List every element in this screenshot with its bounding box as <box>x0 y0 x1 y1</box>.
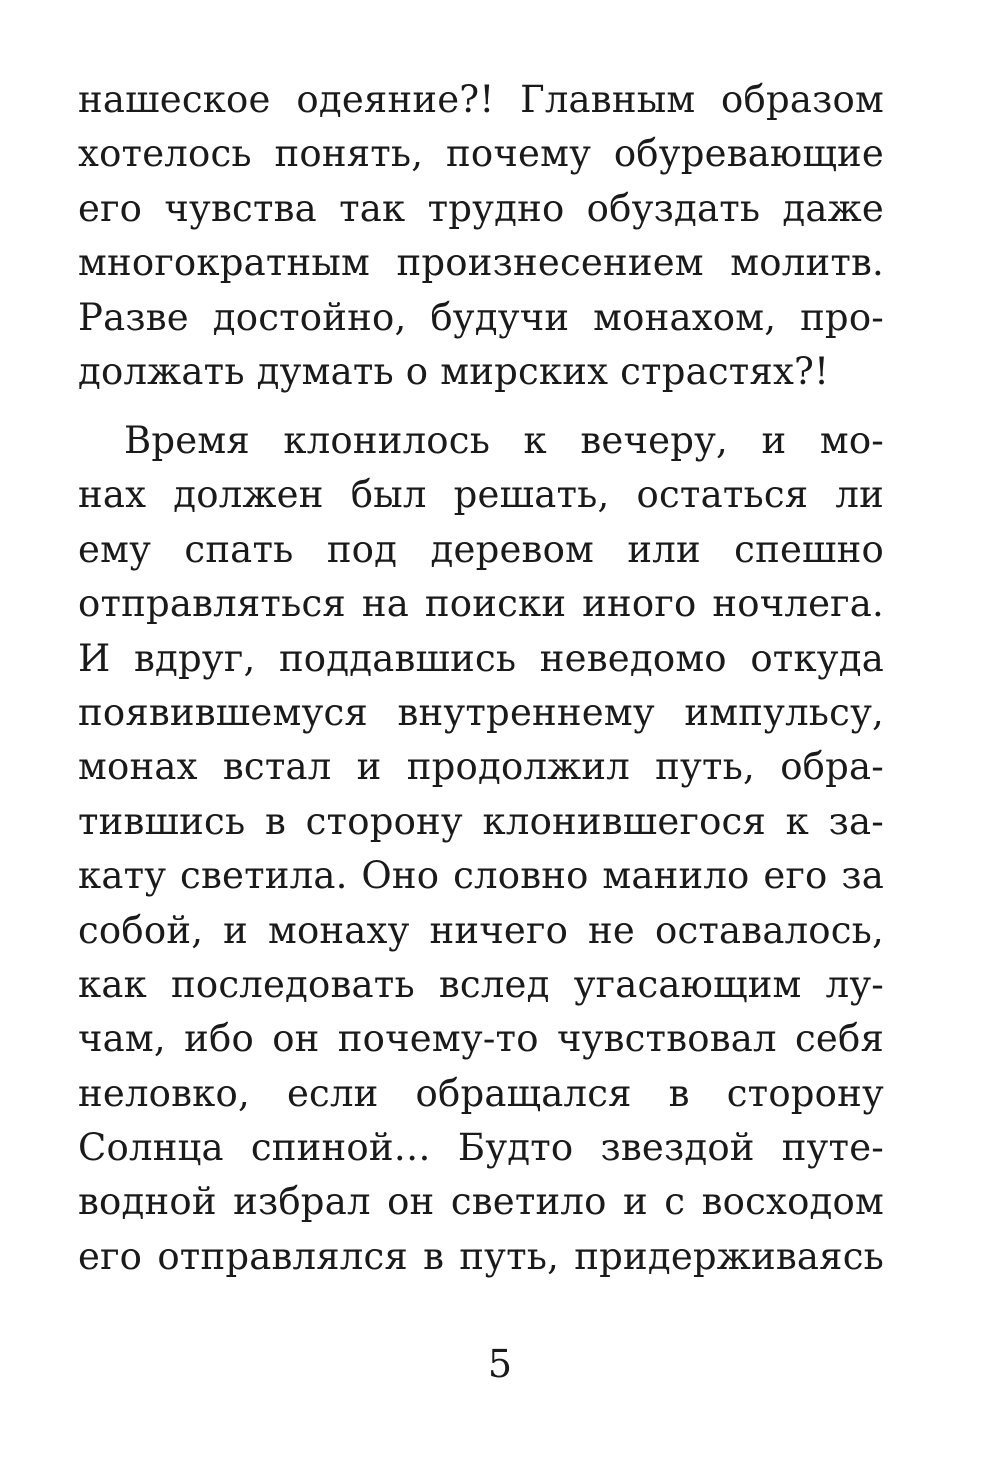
paragraph-1 <box>78 73 884 399</box>
text-line: собой, и монаху ничего не оставалось, <box>78 908 884 952</box>
text-line: кату светила. Оно словно манило его за <box>78 854 884 898</box>
text-line: многократным произнесением молитв. <box>78 241 884 285</box>
text-line: отправляться на поиски иного ночлега. <box>78 582 884 626</box>
text-line: тившись в сторону клонившегося к за- <box>78 799 884 843</box>
text-line: Время клонилось к вечеру, и мо- <box>124 419 884 462</box>
text-line: И вдруг, поддавшись неведомо откуда <box>78 636 884 680</box>
text-line: его чувства так трудно обуздать даже <box>78 186 884 230</box>
text-line: Разве достойно, будучи монахом, про- <box>78 295 884 339</box>
text-line: нах должен был решать, остаться ли <box>78 473 884 517</box>
text-line: чам, ибо он почему-то чувствовал себя <box>78 1017 884 1061</box>
text-line: Солнца спиной… Будто звездой путе- <box>78 1126 884 1170</box>
text-line: нашеское одеяние?! Главным образом <box>78 78 884 121</box>
text-line: его отправлялся в путь, придерживаясь <box>78 1234 884 1278</box>
text-line: хотелось понять, почему обуревающие <box>78 132 884 176</box>
text-line: монах встал и продолжил путь, обра- <box>78 745 884 789</box>
page-number: 5 <box>487 1342 513 1386</box>
text-line: как последовать вслед угасающим лу- <box>78 962 884 1006</box>
paragraph-2 <box>78 414 884 1284</box>
text-line: ему спать под деревом или спешно <box>78 527 884 571</box>
text-line: должать думать о мирских страстях?! <box>78 349 830 393</box>
text-line: неловко, если обращался в сторону <box>78 1071 884 1115</box>
text-line: появившемуся внутреннему импульсу, <box>78 690 884 734</box>
text-line: водной избрал он светило и с восходом <box>78 1180 884 1224</box>
